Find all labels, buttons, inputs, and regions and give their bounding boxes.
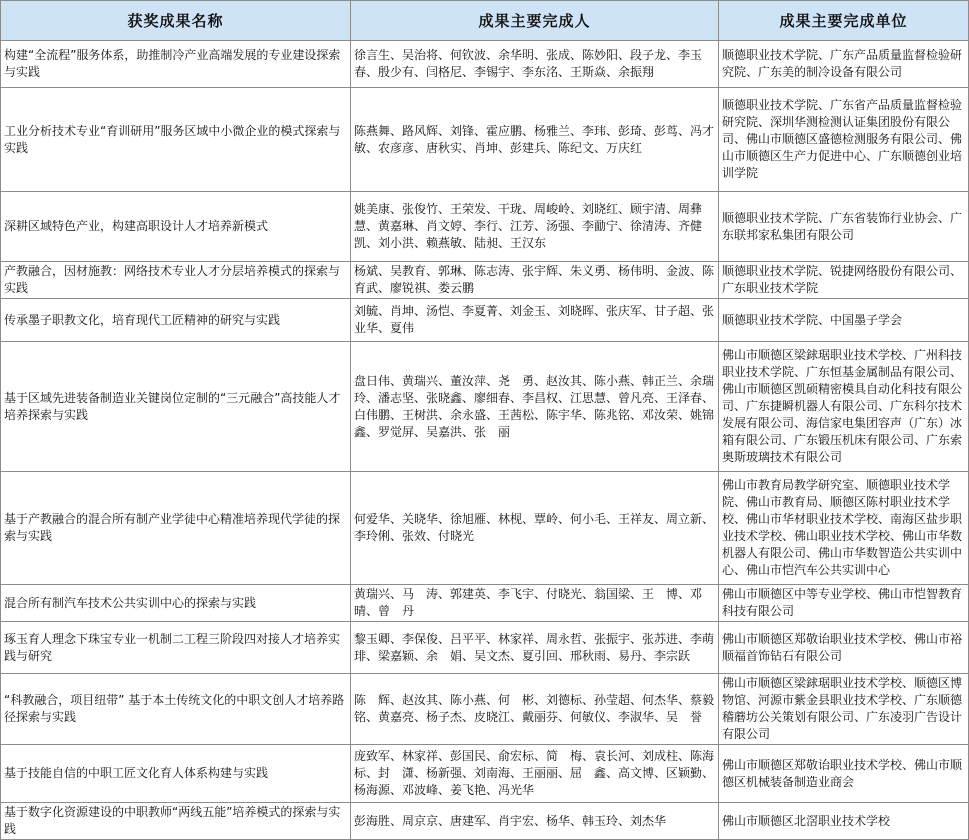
table-row	[1, 472, 969, 585]
award-name-cell: 产教融合，因材施教：网络技术专业人才分层培养模式的探索与实践	[1, 262, 351, 299]
table-row	[1, 192, 969, 262]
award-name-cell: 工业分析技术专业“育训研用”服务区域中小微企业的模式探索与实践	[1, 88, 351, 192]
units-cell: 顺德职业技术学院、中国墨子学会	[719, 299, 969, 342]
table-row	[1, 745, 969, 803]
people-cell: 何爱华、关晓华、徐旭雁、林枧、覃岭、何小毛、王祥友、周立新、李玲俐、张效、付晓光	[351, 472, 719, 585]
header-row	[1, 1, 969, 41]
table-row	[1, 342, 969, 472]
people-cell: 盘日伟、黄瑞兴、董汝萍、尧 勇、赵汝其、陈小燕、韩正兰、余瑞玲、潘志坚、张晓鑫、廖细春、李昌权、江思慧、曾凡亮、王泽春、白伟鹏、王树洪、余永盛、王茜松、陈宇华、陈兆铭、邓汝荣、姚锦鑫、罗觉屏、吴嘉洪、张 丽	[351, 342, 719, 472]
table-row	[1, 41, 969, 88]
units-cell: 顺德职业技术学院、锐捷网络股份有限公司、广东职业技术学院	[719, 262, 969, 299]
units-cell: 佛山市顺德区北滘职业技术学校	[719, 803, 969, 840]
units-cell: 顺德职业技术学院、广东产品质量监督检验研究院、广东美的制冷设备有限公司	[719, 41, 969, 88]
header-main-people: 成果主要完成人	[351, 1, 719, 41]
header-award-name: 获奖成果名称	[1, 1, 351, 41]
award-name-cell: 传承墨子职教文化，培育现代工匠精神的研究与实践	[1, 299, 351, 342]
award-name-cell: 基于数字化资源建设的中职教师“两线五能”培养模式的探索与实践	[1, 803, 351, 840]
award-name-cell: 基于区域先进装备制造业关键岗位定制的“三元融合”高技能人才培养探索与实践	[1, 342, 351, 472]
units-cell: 顺德职业技术学院、广东省产品质量监督检验研究院、深圳华测检测认证集团股份有限公司、佛山市顺德区盛德检测服务有限公司、佛山市顺德区生产力促进中心、广东顺德创业培训学院	[719, 88, 969, 192]
table-row	[1, 585, 969, 622]
units-cell: 佛山市教育局教学研究室、顺德职业技术学院、佛山市教育局、顺德区陈村职业技术学校、佛山市华材职业技术学校、南海区盐步职业技术学校、佛山职业技术学校、佛山市华数机器人有限公司、佛山市华数智造公共实训中心、佛山市恺汽车公共实训中心	[719, 472, 969, 585]
award-name-cell: 构建“全流程”服务体系，助推制冷产业高端发展的专业建设探索与实践	[1, 41, 351, 88]
people-cell: 姚美康、张俊竹、王荣发、干珑、周峻岭、刘晓红、顾宇清、周彝慧、黄嘉琳、肖文婷、李行、江芳、汤强、李勔宁、徐清涛、齐健凯、刘小洪、赖燕敏、陆昶、王汉东	[351, 192, 719, 262]
people-cell: 黄瑞兴、马 涛、郭建英、李飞宇、付晓光、翁国梁、王 博、邓 晴、曾 丹	[351, 585, 719, 622]
units-cell: 佛山市顺德区郑敬诒职业技术学校、佛山市顺德区机械装备制造业商会	[719, 745, 969, 803]
people-cell: 彭海胜、周京京、唐建军、肖宇宏、杨华、韩玉玲、刘杰华	[351, 803, 719, 840]
people-cell: 陈 辉、赵汝其、陈小燕、何 彬、刘德标、孙莹超、何杰华、蔡毅铭、黄嘉亮、杨子杰、皮晓江、戴丽芬、何敏仪、李淑华、吴 誉	[351, 674, 719, 745]
table-row	[1, 299, 969, 342]
table-row	[1, 88, 969, 192]
header-main-units: 成果主要完成单位	[719, 1, 969, 41]
award-name-cell: 基于产教融合的混合所有制产业学徒中心精准培养现代学徒的探索与实践	[1, 472, 351, 585]
table-row	[1, 622, 969, 674]
table-row	[1, 262, 969, 299]
award-name-cell: 深耕区域特色产业，构建高职设计人才培养新模式	[1, 192, 351, 262]
units-cell: 佛山市顺德区梁銶琚职业技术学校、广州科技职业技术学院、广东恒基金属制品有限公司、佛山市顺德区凯硕精密模具自动化科技有限公司、广东捷瞬机器人有限公司、广东科尔技术发展有限公司、海信家电集团容声（广东）冰箱有限公司、广东锻压机床有限公司、广东索奥斯玻璃技术有限公司	[719, 342, 969, 472]
people-cell: 徐言生、吴治将、何钦波、余华明、张成、陈妙阳、段子龙、李玉春、殷少有、闫格尼、李锡宇、李东洺、王斯焱、余振翔	[351, 41, 719, 88]
people-cell: 刘毓、肖坤、汤恺、李夏菁、刘金玉、刘晓晖、张庆军、甘子超、张业华、夏伟	[351, 299, 719, 342]
units-cell: 佛山市顺德区梁銶琚职业技术学校、顺德区博物馆、河源市紫金县职业技术学校、广东顺德稽蘑坊公关策划有限公司、广东凌羽广告设计有限公司	[719, 674, 969, 745]
people-cell: 杨斌、吴教育、郭琳、陈志涛、张宇辉、朱义勇、杨伟明、金波、陈育武、廖锐祺、娄云鹏	[351, 262, 719, 299]
award-name-cell: 基于技能自信的中职工匠文化育人体系构建与实践	[1, 745, 351, 803]
units-cell: 顺德职业技术学院、广东省装饰行业协会、广东联邦家私集团有限公司	[719, 192, 969, 262]
award-name-cell: 混合所有制汽车技术公共实训中心的探索与实践	[1, 585, 351, 622]
people-cell: 黎玉卿、李保俊、吕平平、林家祥、周永哲、张振宇、张苏进、李萌琲、梁嘉颖、余 娟、吴文杰、夏引回、邢秋雨、易丹、李宗跃	[351, 622, 719, 674]
people-cell: 陈燕舞、路风辉、刘锋、霍应鹏、杨雅兰、李玮、彭琦、彭茑、冯才敏、农彦彦、唐秋实、肖坤、彭建兵、陈纪文、万庆红	[351, 88, 719, 192]
award-name-cell: 琢玉育人理念下珠宝专业一机制二工程三阶段四对接人才培养实践与研究	[1, 622, 351, 674]
table-row	[1, 674, 969, 745]
award-name-cell: “科教融合，项目纽带” 基于本土传统文化的中职文创人才培养路径探索与实践	[1, 674, 351, 745]
units-cell: 佛山市顺德区郑敬诒职业技术学校、佛山市裕顺福首饰钻石有限公司	[719, 622, 969, 674]
units-cell: 佛山市顺德区中等专业学校、佛山市恺智教育科技有限公司	[719, 585, 969, 622]
people-cell: 庞致军、林家祥、彭国民、俞宏标、简 梅、袁长河、刘成柱、陈海标、封 潇、杨新强、刘南海、王丽丽、屈 鑫、高文博、区颖勤、杨海源、邓波峰、姜飞艳、冯光华	[351, 745, 719, 803]
